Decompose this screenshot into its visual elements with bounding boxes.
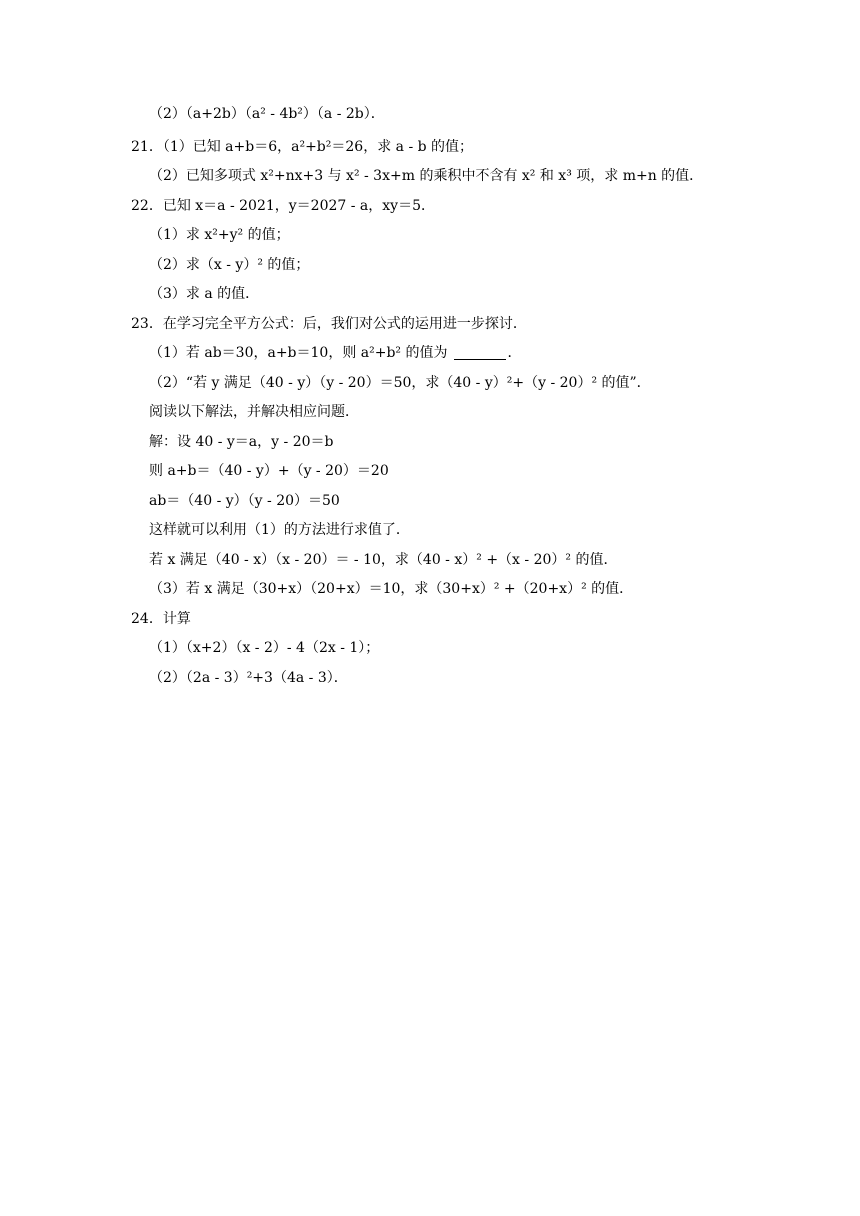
q23-part1 xyxy=(149,343,522,363)
q23-stem: 23．在学习完全平方公式：后，我们对公式的运用进一步探讨． xyxy=(131,316,527,332)
q20-part2: （2）（a+2b）（a² ‑ 4b²）（a ‑ 2b）． xyxy=(149,106,385,122)
q23-solution-2: 则 a+b＝（40 ‑ y）+（y ‑ 20）＝20 xyxy=(149,463,389,479)
q23-part3: （3）若 x 满足（30+x）（20+x）＝10，求（30+x）² +（20+x）² 的值． xyxy=(149,581,634,597)
q21-part2: （2）已知多项式 x²+nx+3 与 x² ‑ 3x+m 的乘积中不含有 x² 和 x³ 项，求 m+n 的值． xyxy=(149,168,704,184)
q22-part1: （1）求 x²+y² 的值； xyxy=(149,227,290,243)
q23-part2: （2）“若 y 满足（40 ‑ y）（y ‑ 20）＝50，求（40 ‑ y）²+（y ‑ 20）² 的值”． xyxy=(149,375,651,391)
q23-instruction: 阅读以下解法，并解决相应问题． xyxy=(149,404,359,420)
q24-part2: （2）（2a ‑ 3）²+3（4a ‑ 3）． xyxy=(149,670,348,686)
answer-blank xyxy=(454,345,506,360)
q23-solution-1: 解：设 40 ‑ y＝a，y ‑ 20＝b xyxy=(149,434,334,450)
q23-solution-3: ab＝（40 ‑ y）（y ‑ 20）＝50 xyxy=(149,493,340,509)
q24-part1: （1）（x+2）（x ‑ 2）‑ 4（2x ‑ 1）； xyxy=(149,640,380,656)
q23-part1-end: ． xyxy=(507,345,522,361)
q22-part2: （2）求（x ‑ y）² 的值； xyxy=(149,257,310,273)
q24-stem: 24．计算 xyxy=(131,611,191,627)
q22-stem: 22．已知 x＝a ‑ 2021，y＝2027 ‑ a，xy＝5． xyxy=(131,198,435,214)
q21-part1: 21．（1）已知 a+b＝6，a²+b²＝26，求 a ‑ b 的值； xyxy=(131,139,474,155)
q22-part3: （3）求 a 的值． xyxy=(149,286,260,302)
q23-followup: 若 x 满足（40 ‑ x）（x ‑ 20）＝ ‑ 10，求（40 ‑ x）² +（x ‑ 20）² 的值． xyxy=(149,552,618,568)
q23-solution-4: 这样就可以利用（1）的方法进行求值了． xyxy=(149,522,410,538)
q23-part1-text: （1）若 ab＝30，a+b＝10，则 a²+b² 的值为 xyxy=(149,345,448,361)
